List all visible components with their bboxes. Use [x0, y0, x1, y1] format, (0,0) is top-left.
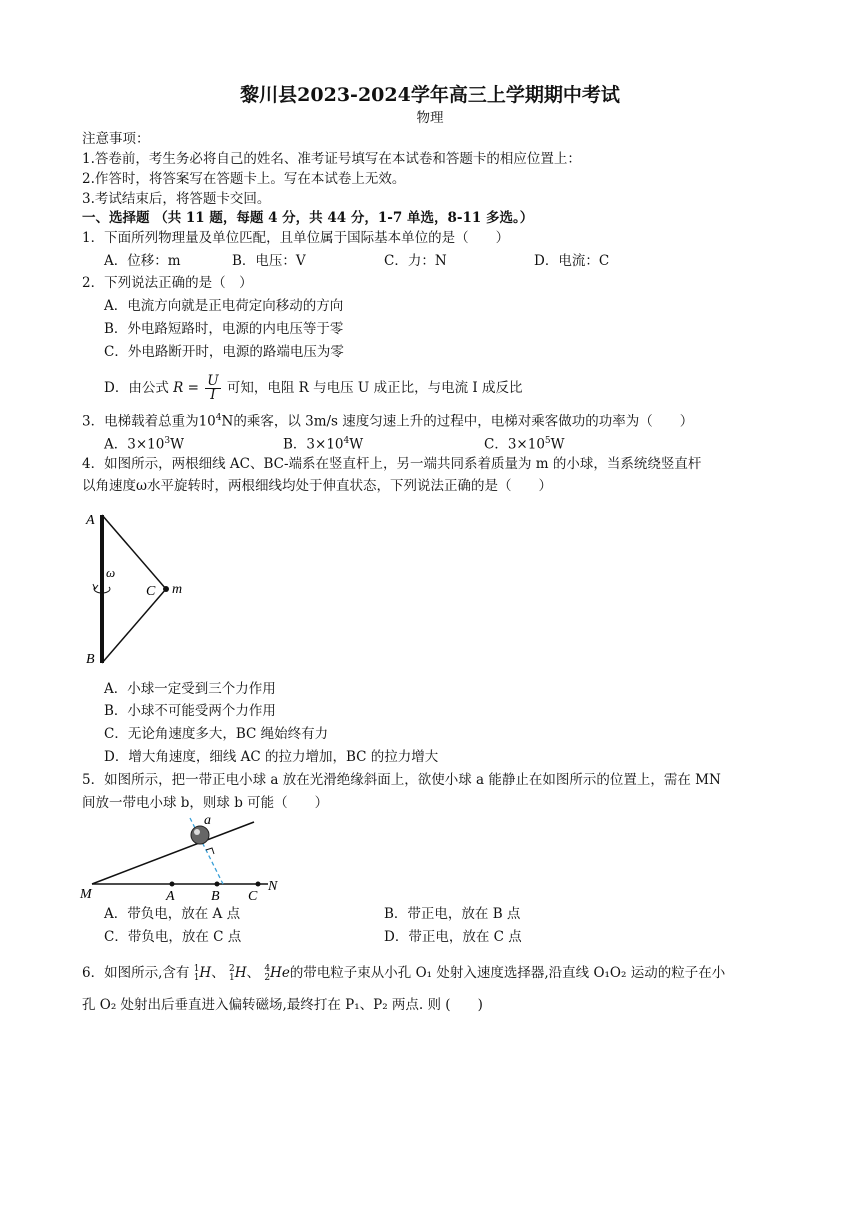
q1-option-b: B．电压：V — [232, 253, 306, 269]
q3-c-unit: W — [550, 436, 565, 453]
label-a: A — [86, 513, 95, 528]
q5-stem-line2: 间放一带电小球 b，则球 b 可能（ ） — [82, 795, 329, 811]
ball-highlight — [194, 829, 200, 835]
q2-option-d-suffix: 可知，电阻 R 与电压 U 成正比，与电流 I 成反比 — [226, 380, 523, 396]
q2-option-a: A．电流方向就是正电荷定向移动的方向 — [104, 298, 344, 314]
q2-stem: 2．下列说法正确的是（ ） — [82, 275, 253, 291]
q3-b-unit: W — [349, 436, 364, 453]
note-item-3: 3.考试结束后，将答题卡交回。 — [82, 191, 271, 207]
q3-b-prefix: B．3×10 — [283, 436, 344, 453]
label-c: C — [146, 584, 156, 599]
q3-c-exponent: 5 — [544, 436, 551, 446]
q6-stem-suffix: 的带电粒子束从小孔 O₁ 处射入速度选择器,沿直线 O₁O₂ 运动的粒子在小 — [289, 965, 726, 981]
label-m: m — [172, 582, 183, 597]
q1-option-c: C．力：N — [384, 253, 447, 269]
ball-m — [163, 586, 169, 592]
q3-option-a — [104, 432, 184, 454]
incline — [92, 822, 254, 884]
q4-option-b: B．小球不可能受两个力作用 — [104, 703, 276, 719]
q2-option-d-prefix: D．由公式 — [104, 380, 169, 396]
q5-option-d: D．带正电，放在 C 点 — [384, 929, 522, 945]
label-m: M — [80, 887, 92, 902]
string-bc — [102, 589, 166, 663]
q4-option-c: C．无论角速度多大，BC 绳始终有力 — [104, 726, 329, 742]
label-a: A — [166, 889, 175, 904]
q4-figure — [80, 505, 200, 673]
isotope-h2: 2 1H — [229, 963, 247, 983]
notes-heading: 注意事项： — [82, 131, 150, 147]
formula-r: R — [173, 380, 184, 396]
q3-stem-exponent: 4 — [215, 413, 222, 423]
label-omega: ω — [106, 565, 116, 580]
subject-label: 物理 — [416, 110, 444, 126]
q4-option-d: D．增大角速度，细线 AC 的拉力增加，BC 的拉力增大 — [104, 749, 439, 765]
note-item-1: 1.答卷前，考生务必将自己的姓名、准考证号填写在本试卷和答题卡的相应位置上： — [82, 151, 581, 167]
label-b: B — [211, 889, 220, 904]
label-n: N — [268, 879, 278, 894]
q5-option-c: C．带负电，放在 C 点 — [104, 929, 242, 945]
label-ball-a: a — [204, 813, 211, 828]
q6-stem-line1: 6．如图所示,含有 1 1H、 2 1H、 4 2He的带电粒子束从小孔 O₁ 处射入速度选择器,沿直线 O₁O₂ 运动的粒子在小 — [82, 963, 726, 983]
q2-option-d: D．由公式 R = $\frac{U}{I}$ 可知，电阻 R 与电压 U 成正比，与电流 I 成反比 — [104, 373, 523, 403]
q6-stem-prefix: 6．如图所示,含有 — [82, 965, 190, 981]
label-c: C — [248, 889, 258, 904]
q3-c-prefix: C．3×10 — [484, 436, 545, 453]
q4-stem-line2: 以角速度ω水平旋转时，两根细线均处于伸直状态，下列说法正确的是（ ） — [82, 478, 553, 494]
q1-option-a: A．位移：m — [104, 253, 181, 269]
q5-stem-line1: 5．如图所示，把一带正电小球 a 放在光滑绝缘斜面上，欲使小球 a 能静止在如图所示的位置上，需在 MN — [82, 772, 721, 788]
q4-option-a: A．小球一定受到三个力作用 — [104, 681, 276, 697]
q1-stem: 1．下面所列物理量及单位匹配，且单位属于国际基本单位的是（ ） — [82, 230, 510, 246]
q1-option-d: D．电流：C — [534, 253, 610, 269]
q3-b-exponent: 4 — [343, 436, 350, 446]
q3-stem — [82, 409, 693, 431]
point-c — [256, 882, 261, 887]
q3-stem-prefix: 3．电梯载着总重为10 — [82, 413, 216, 430]
q4-stem-line1: 4．如图所示，两根细线 AC、BC‐端系在竖直杆上，另一端共同系着质量为 m 的小球，当系统绕竖直杆 — [82, 456, 702, 472]
isotope-he4: 4 2He — [264, 963, 290, 983]
q3-a-unit: W — [170, 436, 184, 453]
page-title: 黎川县2023-2024学年高三上学期期中考试 — [240, 84, 620, 106]
q6-stem-line2: 孔 O₂ 处射出后垂直进入偏转磁场,最终打在 P₁、P₂ 两点. 则 ( ) — [82, 997, 483, 1013]
q2-option-b: B．外电路短路时，电源的内电压等于零 — [104, 321, 344, 337]
formula-fraction: $\frac{U}{I}$ — [207, 373, 219, 403]
q2-option-c: C．外电路断开时，电源的路端电压为零 — [104, 344, 344, 360]
isotope-h1: 1 1H — [193, 963, 212, 983]
section-heading: 一、选择题 （共 11 题，每题 4 分，共 44 分，1-7 单选，8-11 多选。） — [82, 210, 534, 226]
q3-option-c — [484, 432, 565, 454]
q3-a-prefix: A．3×10 — [104, 436, 165, 453]
note-item-2: 2.作答时，将答案写在答题卡上。写在本试卷上无效。 — [82, 171, 406, 187]
q5-option-b: B．带正电，放在 B 点 — [384, 906, 521, 922]
point-b — [215, 882, 220, 887]
point-a — [170, 882, 175, 887]
q5-figure — [78, 812, 288, 904]
q3-stem-suffix: N的乘客，以 3m/s 速度匀速上升的过程中，电梯对乘客做功的功率为（ ） — [221, 413, 694, 430]
label-b: B — [86, 652, 95, 667]
q3-option-b — [283, 432, 363, 454]
ball-a — [191, 826, 209, 844]
q3-a-exponent: 3 — [164, 436, 171, 446]
q5-option-a: A．带负电，放在 A 点 — [104, 906, 241, 922]
